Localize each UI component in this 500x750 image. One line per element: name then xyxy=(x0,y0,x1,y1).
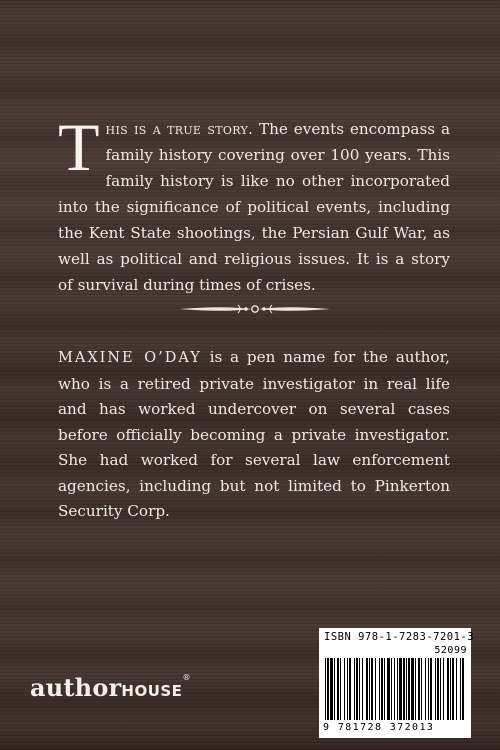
publisher-name-part2: HOUSE xyxy=(121,682,183,700)
synopsis-paragraph xyxy=(58,109,450,298)
author-bio xyxy=(58,345,450,525)
ornamental-divider-icon xyxy=(178,296,332,322)
author-bio-text: is a pen name for the author, who is a retired private investigator in real life and has worked undercover on several cases before officially becoming a private investigator. She had worked for several law enforcement agencies, including but not limited to Pinkerton Security Corp. xyxy=(58,348,450,520)
publisher-name-part1: author xyxy=(30,673,122,702)
isbn-barcode xyxy=(319,628,475,738)
drop-cap: T xyxy=(58,109,100,185)
ean-digits: 9 781728 372013 xyxy=(323,722,435,733)
author-name: MAXINE O’DAY xyxy=(58,350,202,366)
price-code: 52099 xyxy=(434,645,467,656)
barcode-bars-icon xyxy=(323,658,467,722)
registered-mark: ® xyxy=(182,673,191,682)
synopsis-text: The events encompass a family history covering over 100 years. This family history is like no other incorporated into the significance of political events, including the Kent State shootings, the Persian Gulf War, as well as political and religious issues. It is a story of survival during times of crises. xyxy=(58,120,450,294)
synopsis-opening: his is a true story. xyxy=(105,120,254,138)
publisher-logo xyxy=(30,673,191,702)
isbn-number: ISBN 978-1-7283-7201-3 xyxy=(324,631,475,643)
